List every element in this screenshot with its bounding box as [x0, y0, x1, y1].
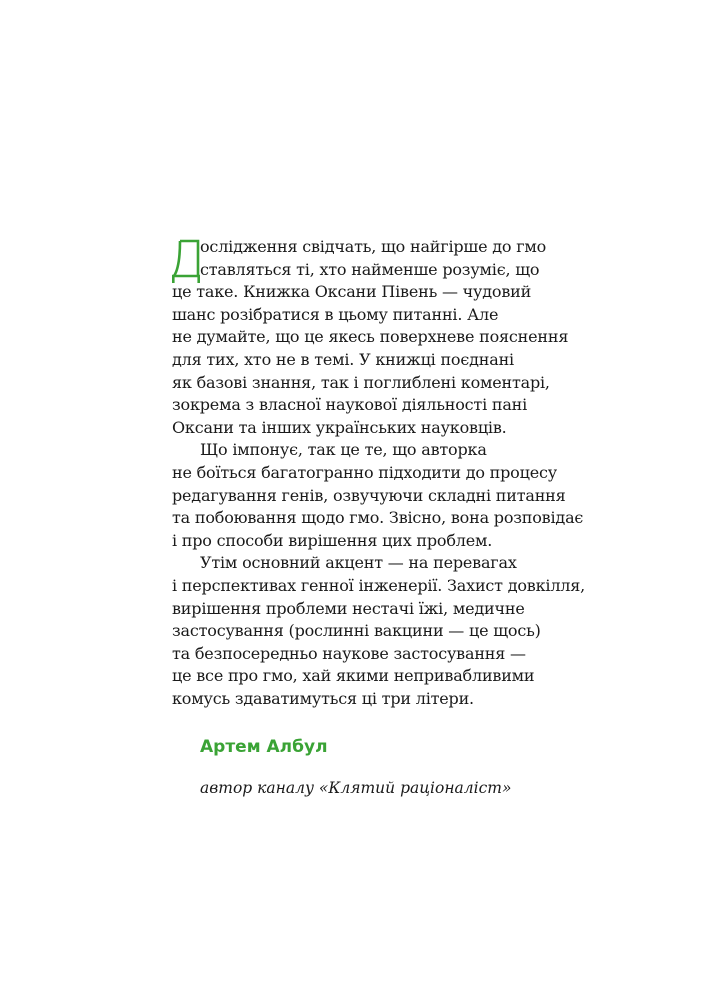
dropcap-de-glyph — [172, 238, 200, 284]
paragraph-line: для тих, хто не в темі. У книжці поєднані — [172, 349, 514, 369]
foreword-text — [172, 236, 592, 710]
paragraph-line: і про способи вирішення цих проблем. — [172, 530, 493, 550]
author-role: автор каналу «Клятий раціоналіст» — [200, 779, 512, 797]
paragraph-line: Утім основний акцент — на перевагах — [200, 553, 517, 573]
paragraph-line: зокрема з власної наукової діяльності пані — [172, 395, 528, 415]
paragraph-line: шанс розібратися в цьому питанні. Але — [172, 304, 499, 324]
paragraph-line: не боїться багатогранно підходити до процесу — [172, 462, 557, 482]
paragraph-line: комусь здаватимуться ці три літери. — [172, 688, 474, 708]
paragraph-line: Що імпонує, так це те, що авторка — [200, 440, 487, 460]
paragraph-line: ослідження свідчать, що найгірше до гмо — [200, 237, 547, 256]
paragraph-line: ставляться ті, хто найменше розуміє, що — [200, 259, 540, 279]
author-name: Артем Албул — [200, 737, 328, 757]
paragraph-line: як базові знання, так і поглиблені коментарі, — [172, 372, 550, 392]
dropcap-letter — [172, 238, 200, 282]
paragraph-line: вирішення проблеми нестачі їжі, медичне — [172, 598, 525, 618]
paragraph-line: не думайте, що це якесь поверхневе пояснення — [172, 327, 569, 347]
paragraph-line: і перспективах генної інженерії. Захист довкілля, — [172, 575, 586, 595]
paragraph-line: та побоювання щодо гмо. Звісно, вона розповідає — [172, 508, 584, 528]
paragraph-line: та безпосередньо наукове застосування — — [172, 643, 526, 663]
paragraph-line: Оксани та інших українських науковців. — [172, 417, 507, 437]
paragraph-line: редагування генів, озвучуючи складні питання — [172, 485, 566, 505]
paragraph-line: застосування (рослинні вакцини — це щось) — [172, 621, 541, 641]
paragraph-line: це все про гмо, хай якими непривабливими — [172, 666, 535, 686]
paragraph-line: це таке. Книжка Оксани Півень — чудовий — [172, 282, 532, 302]
